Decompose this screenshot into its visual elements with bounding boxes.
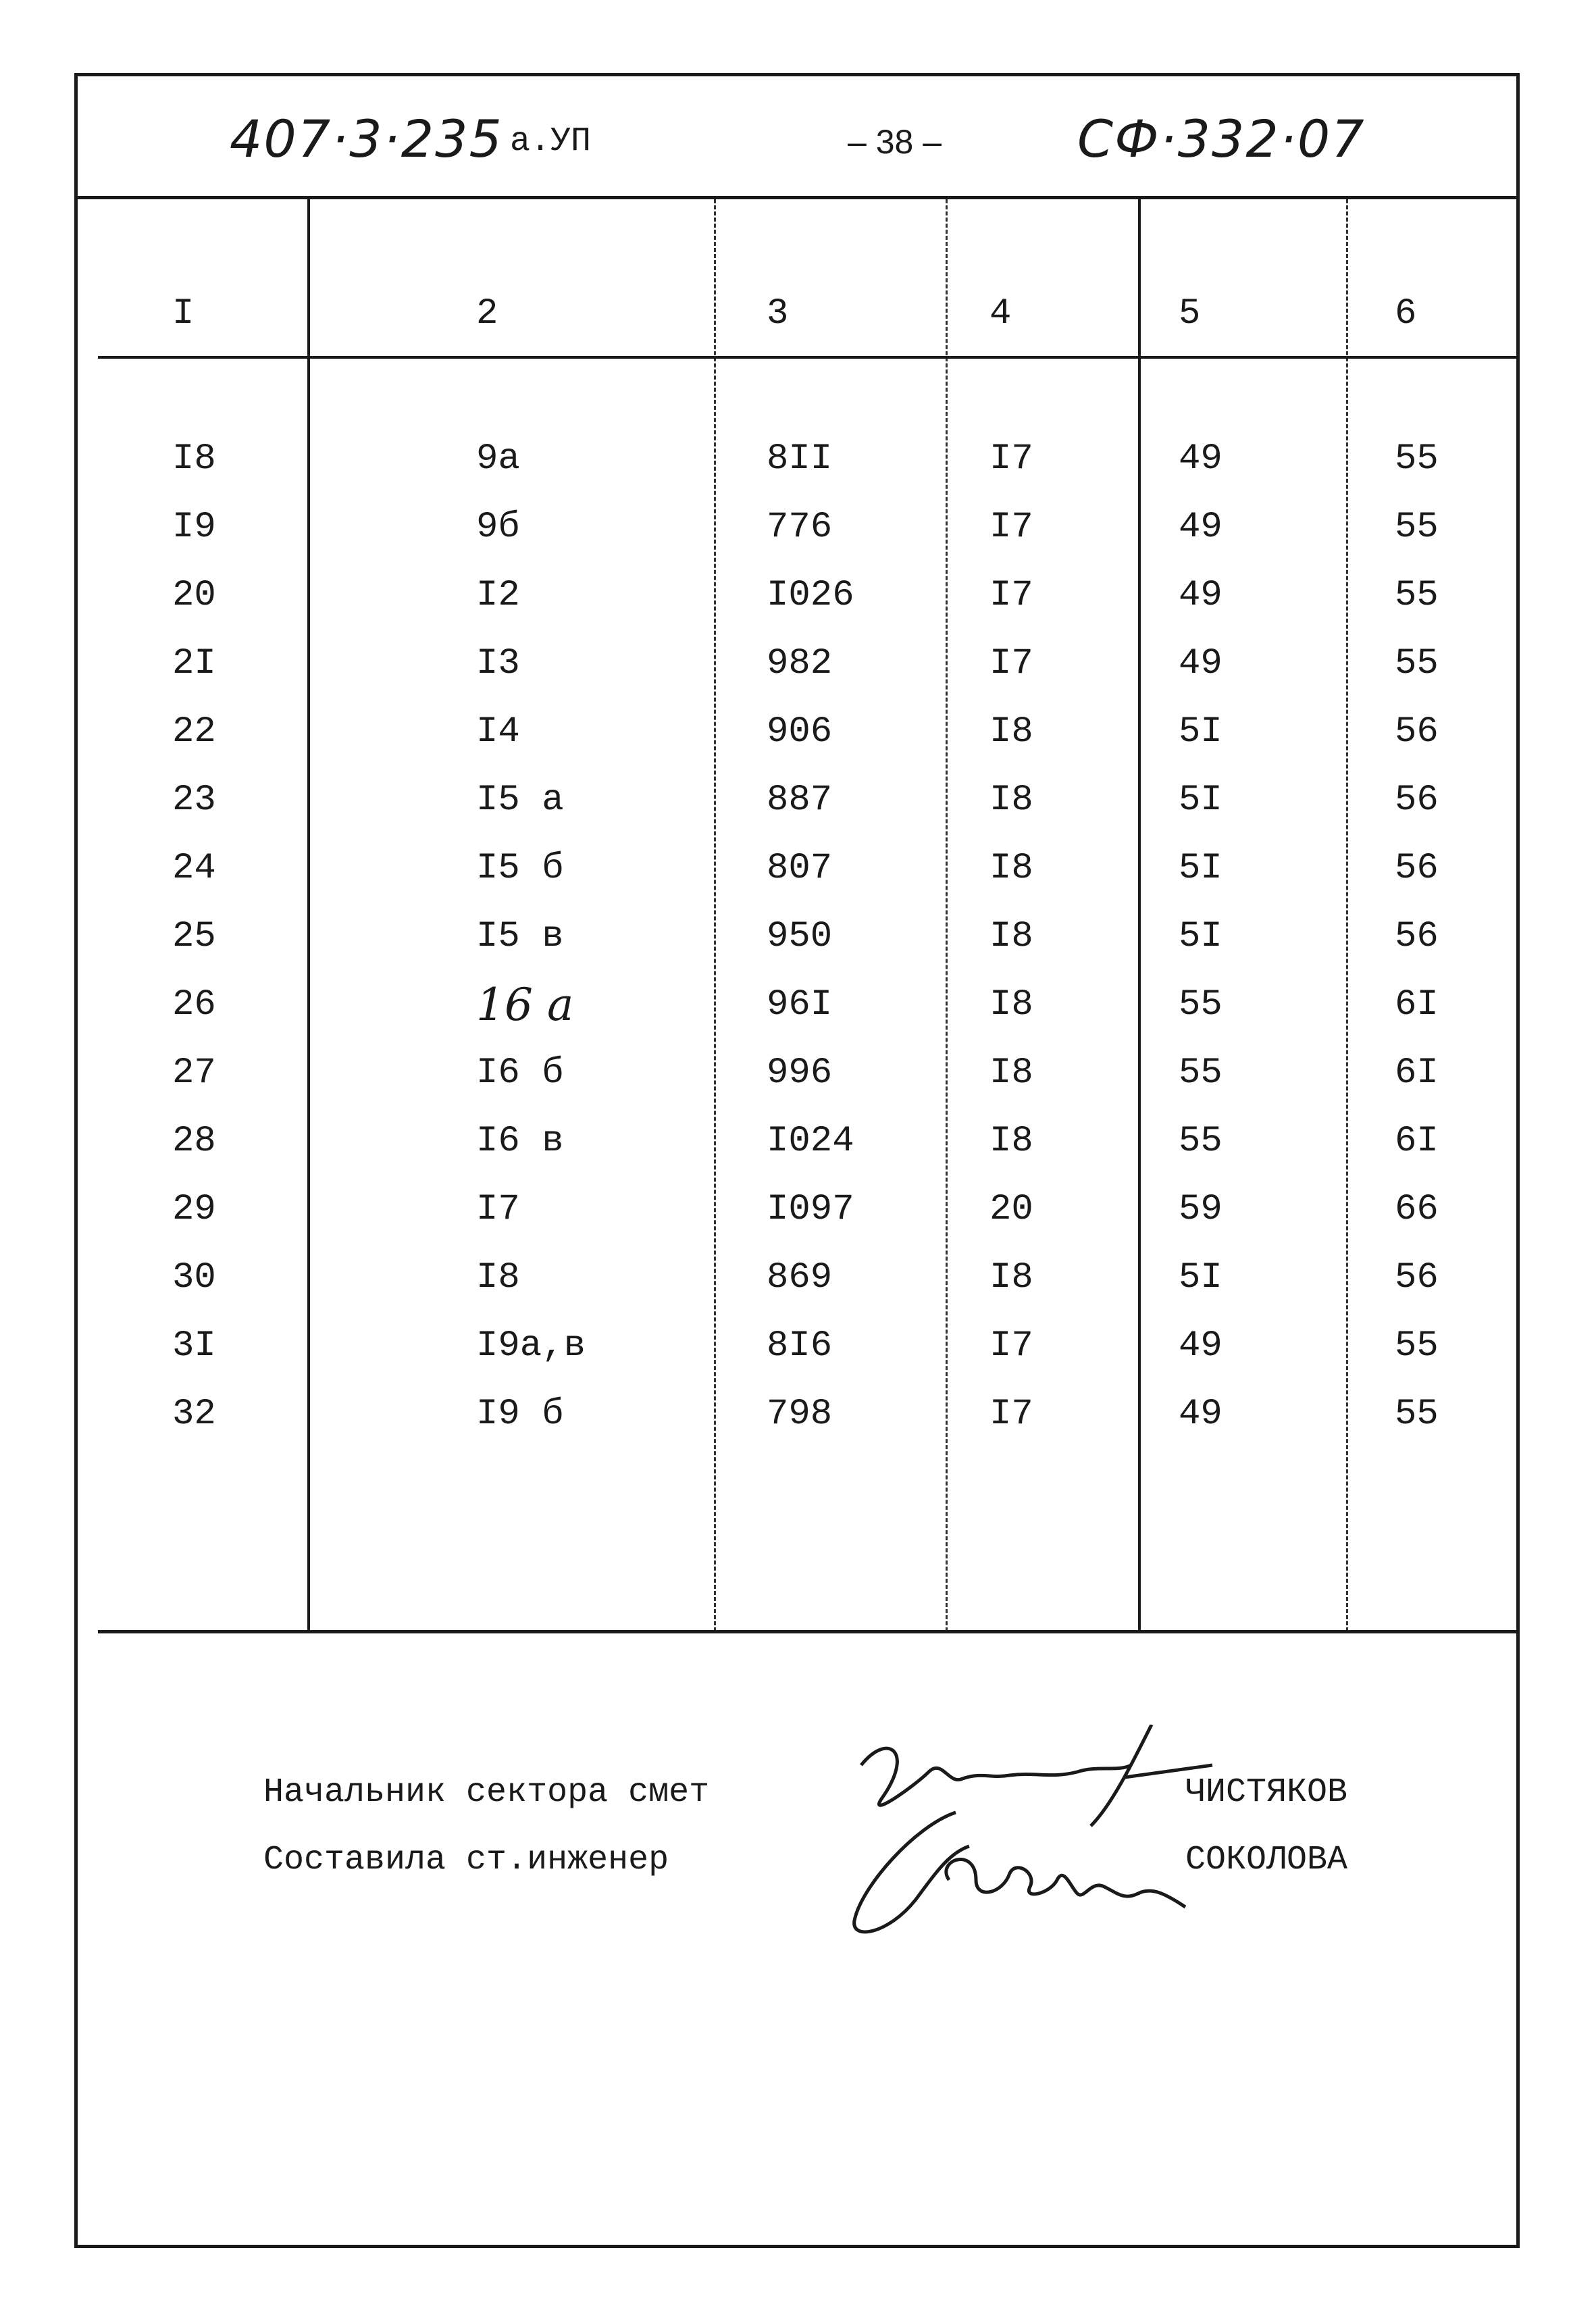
table-cell: I7	[989, 1325, 1033, 1367]
table-cell: I8	[989, 848, 1033, 889]
table-cell: I6 б	[476, 1052, 564, 1094]
table-cell: 5I	[1179, 916, 1222, 957]
table-cell: 906	[767, 711, 833, 753]
table-cell: I8	[989, 1257, 1033, 1298]
table-cell: I4	[476, 711, 520, 753]
data-table	[98, 199, 1516, 1631]
table-cell: 807	[767, 848, 833, 889]
table-cell: 982	[767, 643, 833, 684]
signer-name: ЧИСТЯКОВ	[1185, 1773, 1348, 1812]
table-cell: 5I	[1179, 711, 1222, 753]
table-cell: 55	[1179, 984, 1222, 1025]
table-cell: 55	[1179, 1052, 1222, 1094]
table-cell: 5I	[1179, 780, 1222, 821]
table-cell: 20	[172, 575, 216, 616]
table-cell: I7	[989, 507, 1033, 548]
table-cell: 49	[1179, 507, 1222, 548]
signer-position: Составила ст.инженер	[263, 1841, 669, 1879]
table-cell: 776	[767, 507, 833, 548]
column-header: 2	[476, 293, 498, 334]
table-cell: 996	[767, 1052, 833, 1094]
table-cell: 6I	[1395, 1121, 1439, 1162]
table-cell: 887	[767, 780, 833, 821]
table-cell: 950	[767, 916, 833, 957]
column-header: 3	[767, 293, 789, 334]
table-cell: I8	[989, 711, 1033, 753]
table-cell: 9б	[476, 507, 520, 548]
table-cell: 8II	[767, 438, 833, 480]
table-cell: 798	[767, 1394, 833, 1435]
table-cell: 26	[172, 984, 216, 1025]
table-cell: 16 а	[476, 979, 574, 1031]
table-cell: 9а	[476, 438, 520, 480]
table-cell: 55	[1395, 438, 1439, 480]
table-cell: 56	[1395, 916, 1439, 957]
table-cell: 55	[1395, 643, 1439, 684]
table-cell: I9 б	[476, 1394, 564, 1435]
title-block	[78, 76, 1516, 199]
table-cell: 24	[172, 848, 216, 889]
table-cell: I9а,в	[476, 1325, 586, 1367]
table-cell: I5 б	[476, 848, 564, 889]
table-cell: I024	[767, 1121, 854, 1162]
signer-name: СОКОЛОВА	[1185, 1841, 1348, 1879]
album-number: а.УП	[510, 122, 592, 161]
column-divider	[1138, 199, 1141, 1631]
table-cell: 32	[172, 1394, 216, 1435]
table-cell: 55	[1179, 1121, 1222, 1162]
table-cell: I8	[989, 916, 1033, 957]
table-cell: 8I6	[767, 1325, 833, 1367]
table-cell: I8	[989, 1052, 1033, 1094]
column-header: 6	[1395, 293, 1417, 334]
table-cell: I8	[476, 1257, 520, 1298]
table-cell: 55	[1395, 1325, 1439, 1367]
column-header: 4	[989, 293, 1012, 334]
header-rule	[98, 356, 1516, 359]
table-cell: 2I	[172, 643, 216, 684]
page-number: – 38 –	[848, 123, 942, 161]
signer-position: Начальник сектора смет	[263, 1773, 710, 1812]
table-cell: 23	[172, 780, 216, 821]
table-cell: 56	[1395, 711, 1439, 753]
column-divider	[714, 199, 716, 1631]
column-header: I	[172, 293, 195, 334]
table-cell: I8	[989, 1121, 1033, 1162]
table-cell: 27	[172, 1052, 216, 1094]
table-cell: 869	[767, 1257, 833, 1298]
table-cell: I5 а	[476, 780, 564, 821]
table-cell: 55	[1395, 575, 1439, 616]
column-divider	[307, 199, 310, 1631]
table-cell: 56	[1395, 848, 1439, 889]
table-cell: 49	[1179, 438, 1222, 480]
table-cell: I7	[989, 643, 1033, 684]
table-cell: 3I	[172, 1325, 216, 1367]
table-cell: I6 в	[476, 1121, 564, 1162]
table-cell: I8	[172, 438, 216, 480]
table-cell: I097	[767, 1189, 854, 1230]
table-cell: I8	[989, 780, 1033, 821]
column-divider	[946, 199, 948, 1631]
column-header: 5	[1179, 293, 1201, 334]
table-cell: 25	[172, 916, 216, 957]
table-cell: 49	[1179, 1325, 1222, 1367]
table-cell: 30	[172, 1257, 216, 1298]
table-cell: I7	[989, 575, 1033, 616]
table-cell: 55	[1395, 1394, 1439, 1435]
table-cell: I9	[172, 507, 216, 548]
table-cell: 66	[1395, 1189, 1439, 1230]
table-cell: 29	[172, 1189, 216, 1230]
table-cell: 28	[172, 1121, 216, 1162]
table-bottom-rule	[98, 1630, 1516, 1633]
table-cell: 49	[1179, 1394, 1222, 1435]
table-cell: 22	[172, 711, 216, 753]
table-cell: 49	[1179, 575, 1222, 616]
table-cell: 5I	[1179, 1257, 1222, 1298]
table-cell: I7	[989, 1394, 1033, 1435]
page-frame	[74, 73, 1520, 2248]
table-cell: 59	[1179, 1189, 1222, 1230]
sheet-code: СФ·332·07	[1077, 109, 1366, 169]
table-cell: I7	[989, 438, 1033, 480]
table-cell: I5 в	[476, 916, 564, 957]
table-cell: I8	[989, 984, 1033, 1025]
table-cell: I026	[767, 575, 854, 616]
table-cell: 49	[1179, 643, 1222, 684]
table-cell: 20	[989, 1189, 1033, 1230]
table-cell: 96I	[767, 984, 833, 1025]
table-cell: I2	[476, 575, 520, 616]
table-cell: 5I	[1179, 848, 1222, 889]
project-code: 407·3·235	[230, 109, 503, 169]
table-cell: 6I	[1395, 1052, 1439, 1094]
table-cell: 56	[1395, 780, 1439, 821]
table-cell: I7	[476, 1189, 520, 1230]
handwritten-signatures	[834, 1725, 1239, 1954]
table-cell: I3	[476, 643, 520, 684]
table-cell: 55	[1395, 507, 1439, 548]
table-cell: 56	[1395, 1257, 1439, 1298]
column-divider	[1346, 199, 1348, 1631]
table-cell: 6I	[1395, 984, 1439, 1025]
